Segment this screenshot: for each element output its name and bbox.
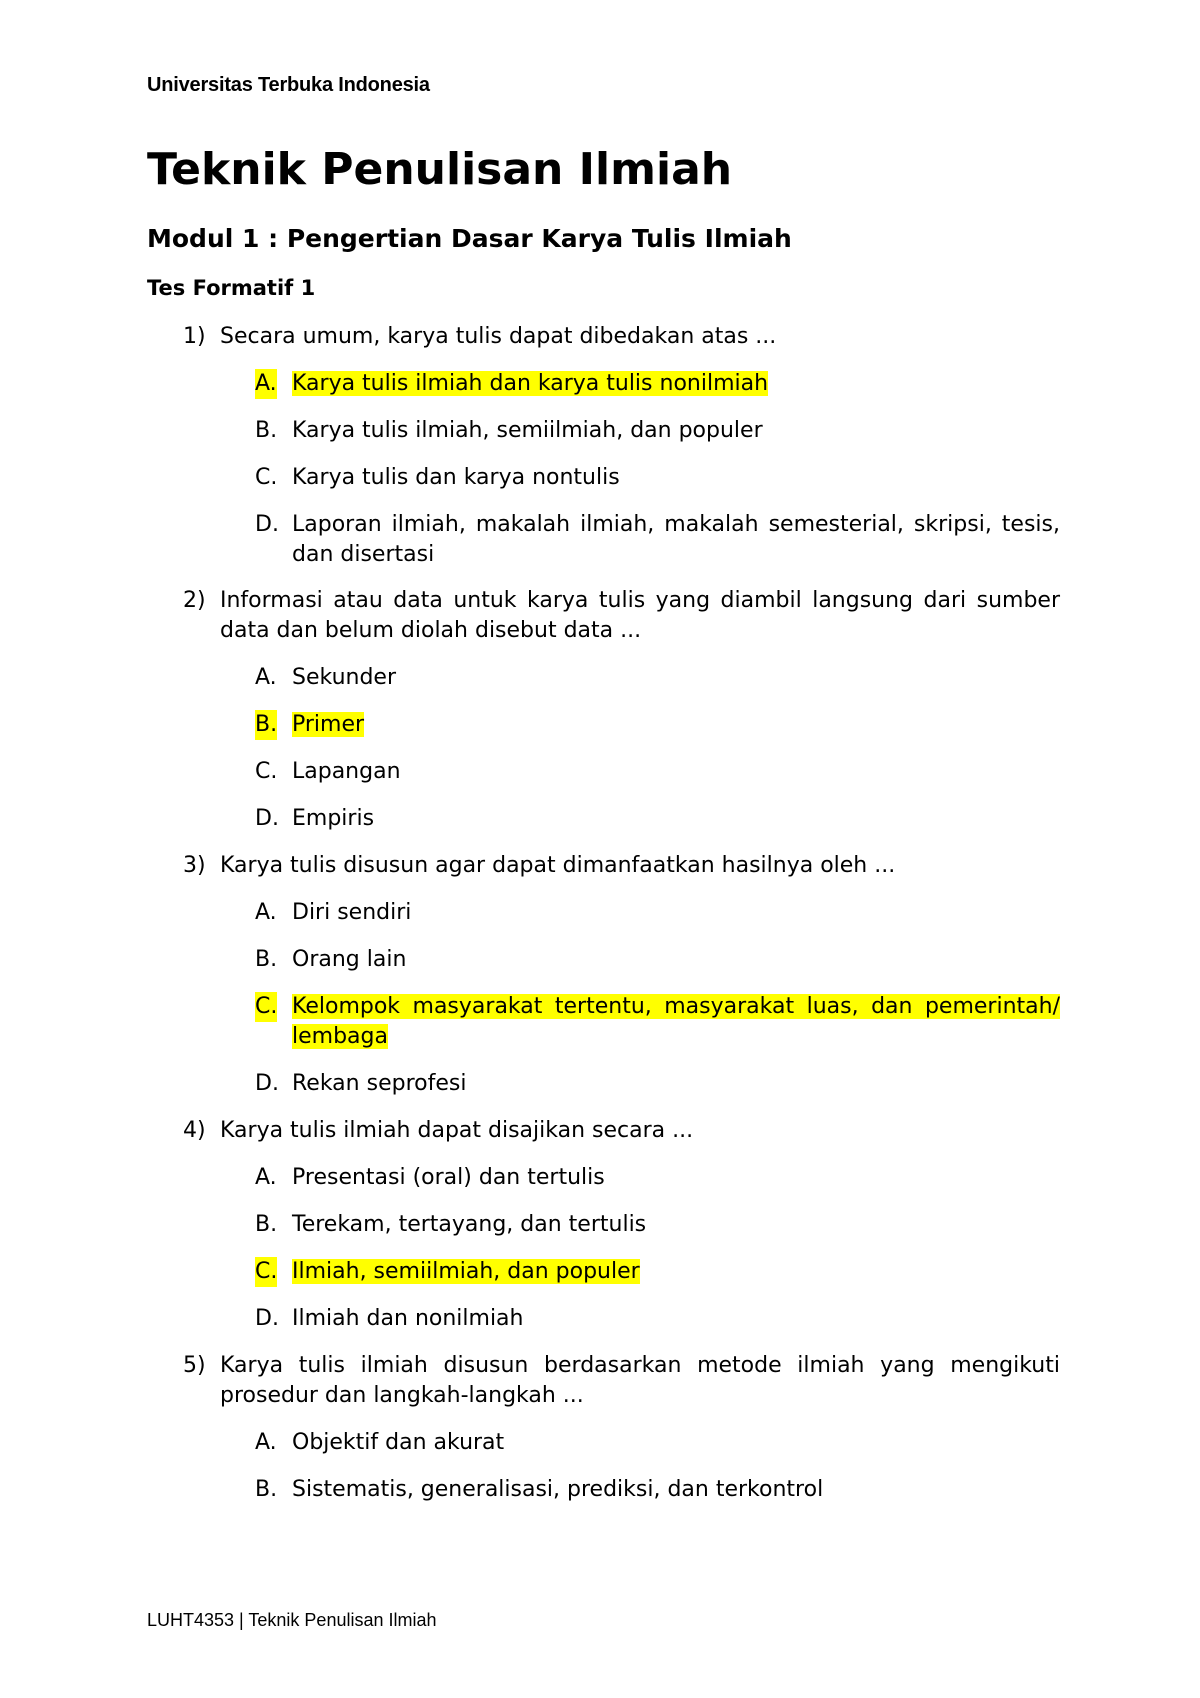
option-text: Lapangan <box>292 759 401 784</box>
module-title: Modul 1 : Pengertian Dasar Karya Tulis Ilmiah <box>147 224 792 253</box>
option-letter: D. <box>255 512 279 537</box>
option-letter: B. <box>255 1477 278 1502</box>
option-letter: A. <box>255 1165 277 1190</box>
option-letter: D. <box>255 1071 279 1096</box>
page-footer: LUHT4353 | Teknik Penulisan Ilmiah <box>147 1610 437 1630</box>
option-letter: A. <box>255 1430 277 1455</box>
option-text: Terekam, tertayang, dan tertulis <box>292 1212 647 1237</box>
option-letter: B. <box>255 1212 278 1237</box>
option-letter: A. <box>255 369 277 399</box>
option-text: Ilmiah dan nonilmiah <box>292 1306 524 1331</box>
option-letter: B. <box>255 418 278 443</box>
question-number: 1) <box>183 324 206 349</box>
option-letter: B. <box>255 710 277 740</box>
option-text <box>292 369 1060 399</box>
option-text: Orang lain <box>292 947 407 972</box>
answer-highlight: Ilmiah, semiilmiah, dan populer <box>292 1259 640 1284</box>
option-text: Karya tulis dan karya nontulis <box>292 465 620 490</box>
option-letter: D. <box>255 1306 279 1331</box>
option-text: Sekunder <box>292 665 396 690</box>
question-number: 4) <box>183 1118 206 1143</box>
question-text: Karya tulis disusun agar dapat dimanfaatkan hasilnya oleh ... <box>220 853 896 878</box>
option-text: Rekan seprofesi <box>292 1071 467 1096</box>
option-letter: C. <box>255 759 278 784</box>
option-letter: A. <box>255 665 277 690</box>
option-letter: D. <box>255 806 279 831</box>
option-text <box>292 992 1060 1052</box>
option-letter: C. <box>255 1257 277 1287</box>
answer-highlight: Karya tulis ilmiah dan karya tulis nonilmiah <box>292 371 769 396</box>
option-letter: C. <box>255 465 278 490</box>
option-letter: C. <box>255 992 277 1022</box>
document-title: Teknik Penulisan Ilmiah <box>147 144 733 195</box>
option-text: Laporan ilmiah, makalah ilmiah, makalah semesterial, skripsi, tesis, dan disertasi <box>292 512 1060 567</box>
question-text: Karya tulis ilmiah disusun berdasarkan metode ilmiah yang mengikuti prosedur dan langkah-langkah ... <box>220 1353 1060 1408</box>
test-title: Tes Formatif 1 <box>147 276 316 300</box>
question-number: 2) <box>183 588 206 613</box>
question-number: 3) <box>183 853 206 878</box>
question-text: Karya tulis ilmiah dapat disajikan secara ... <box>220 1118 694 1143</box>
question-number: 5) <box>183 1353 206 1378</box>
option-text <box>292 710 1060 740</box>
option-text: Presentasi (oral) dan tertulis <box>292 1165 605 1190</box>
question-text: Informasi atau data untuk karya tulis yang diambil langsung dari sumber data dan belum diolah disebut data ... <box>220 588 1060 643</box>
answer-highlight: Kelompok masyarakat tertentu, masyarakat luas, dan pemerintah/ lembaga <box>292 994 1060 1049</box>
option-text: Sistematis, generalisasi, prediksi, dan terkontrol <box>292 1477 824 1502</box>
option-text: Objektif dan akurat <box>292 1430 505 1455</box>
option-text: Diri sendiri <box>292 900 412 925</box>
question-text: Secara umum, karya tulis dapat dibedakan atas ... <box>220 324 777 349</box>
option-text <box>292 1257 1060 1287</box>
option-text: Empiris <box>292 806 375 831</box>
page-header: Universitas Terbuka Indonesia <box>147 74 430 96</box>
option-letter: A. <box>255 900 277 925</box>
option-text: Karya tulis ilmiah, semiilmiah, dan populer <box>292 418 763 443</box>
option-letter: B. <box>255 947 278 972</box>
answer-highlight: Primer <box>292 712 365 737</box>
